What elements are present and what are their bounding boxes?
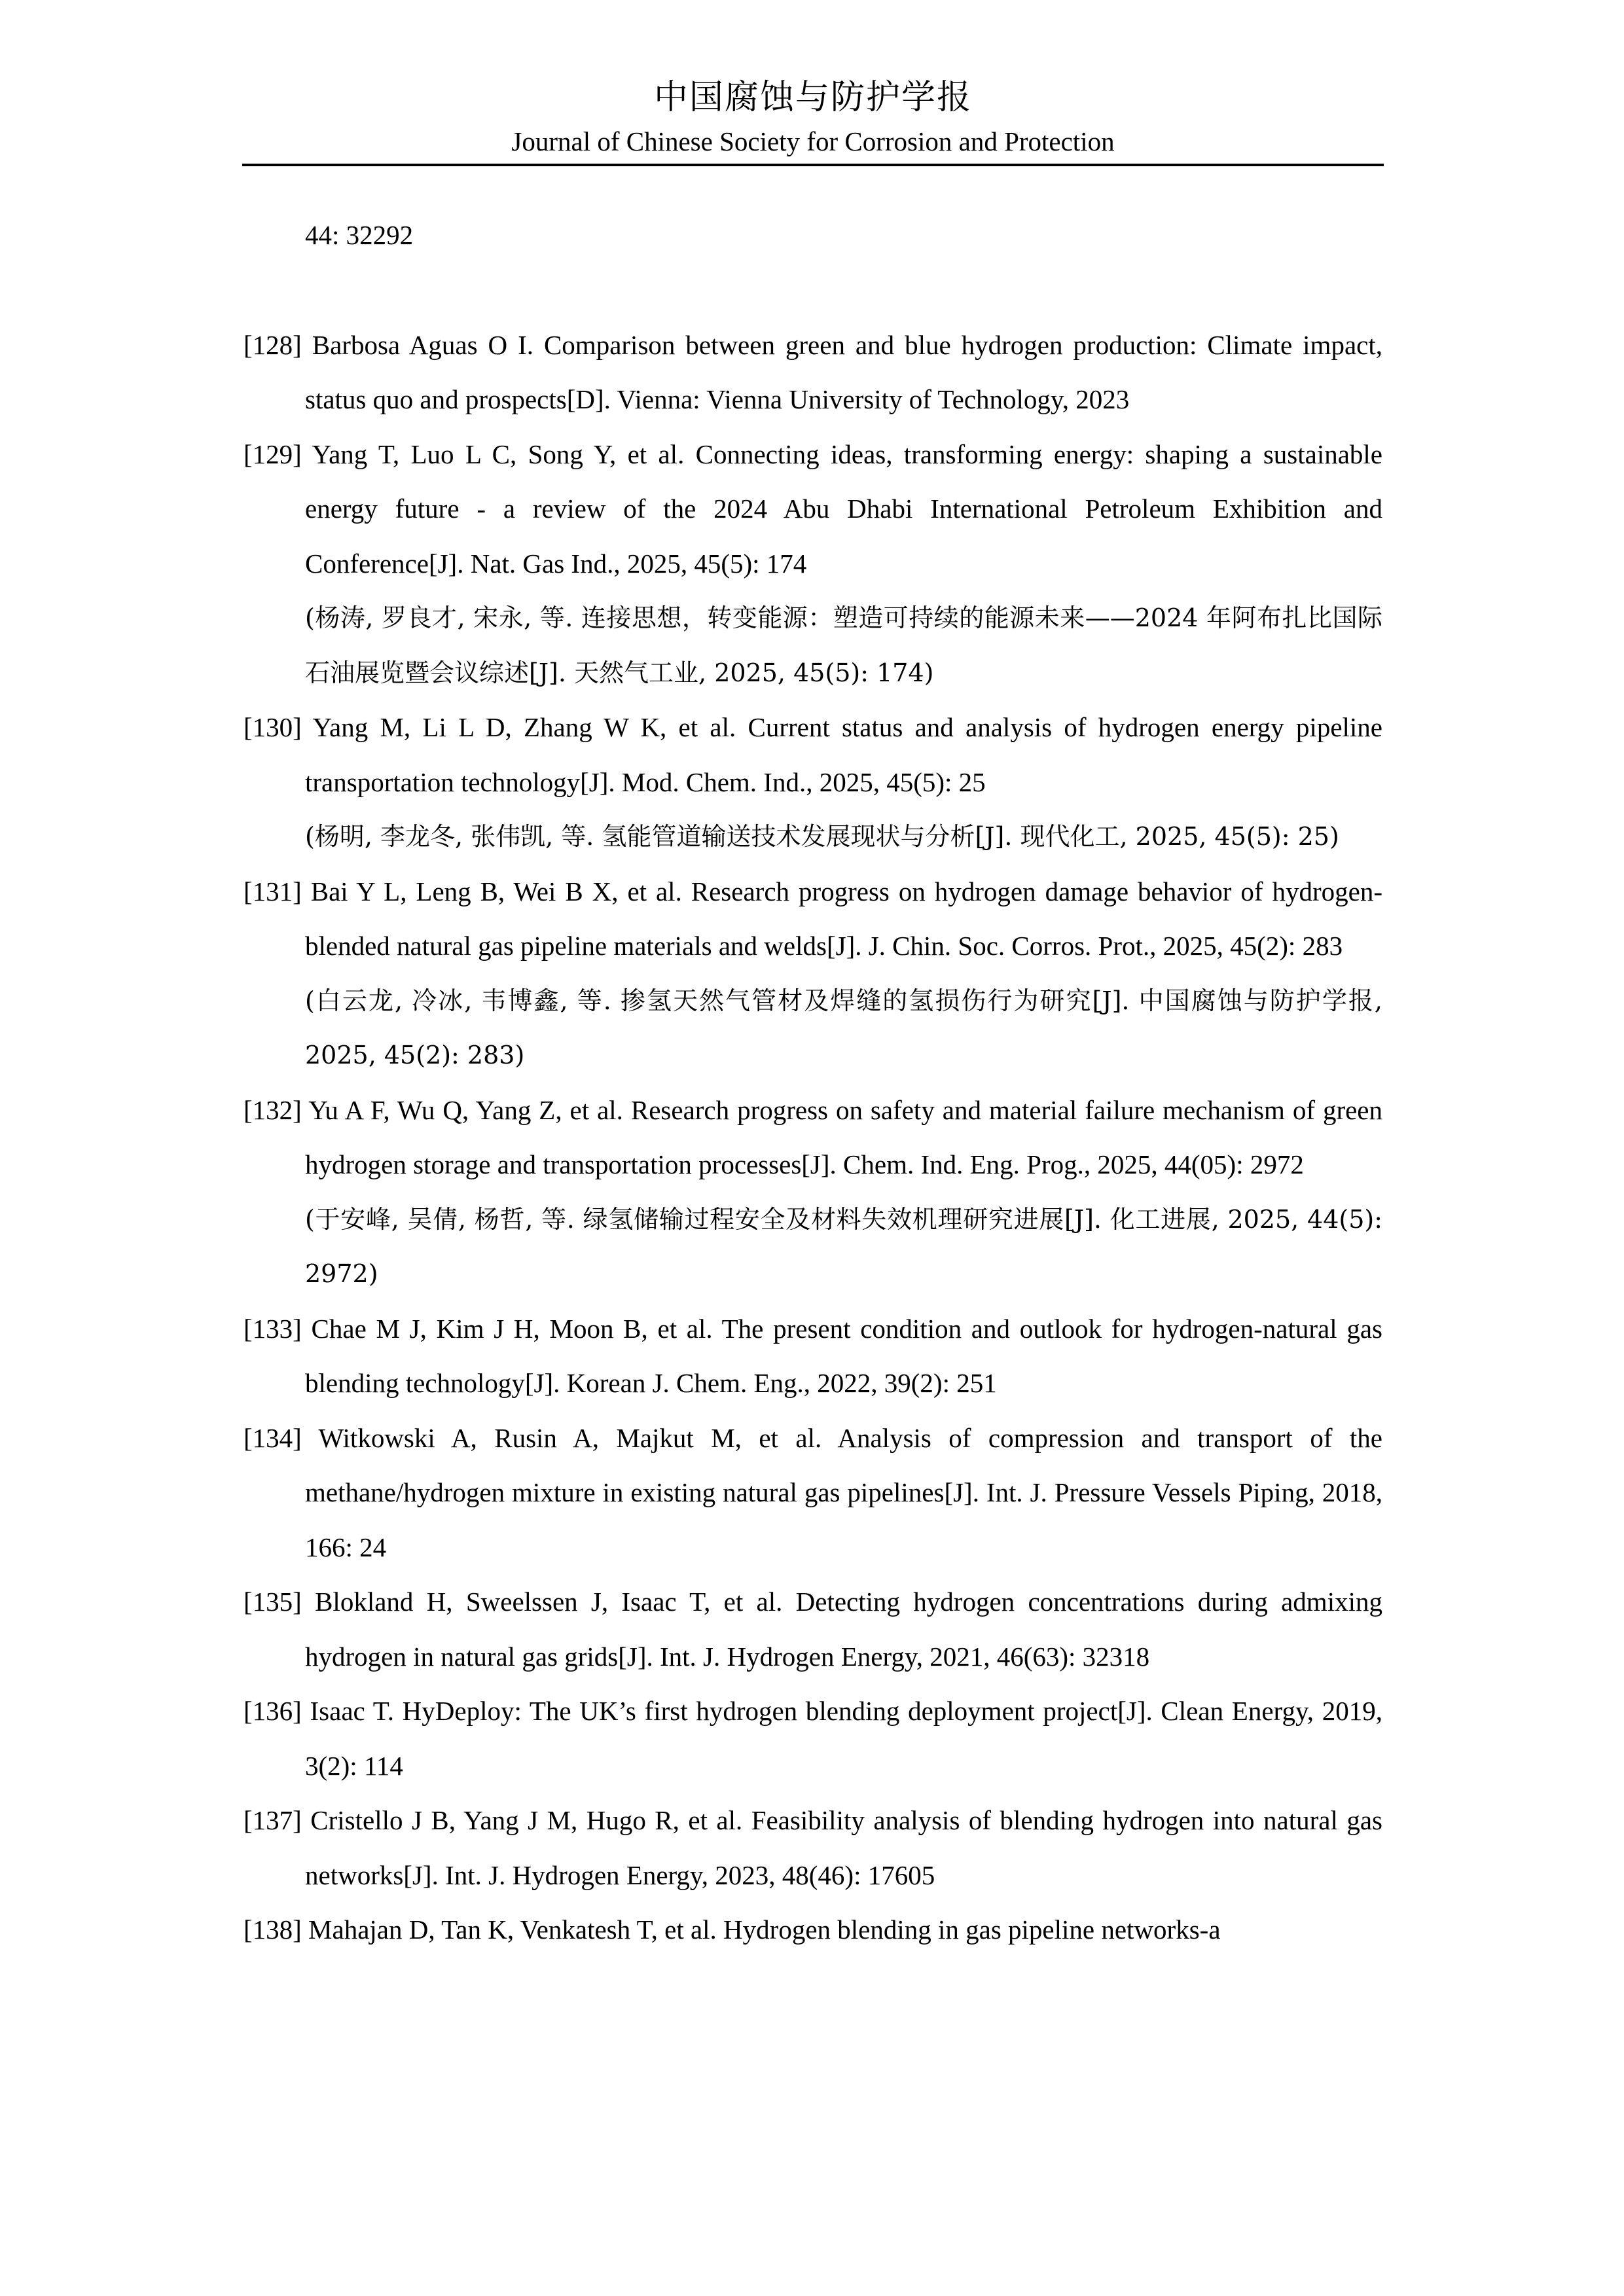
reference-list xyxy=(244,208,1382,1958)
reference-item xyxy=(244,318,1382,427)
reference-text-zh: (白云龙, 冷冰, 韦博鑫, 等. 掺氢天然气管材及焊缝的氢损伤行为研究[J]. 中国腐蚀与防护学报, 2025, 45(2): 283) xyxy=(305,986,1382,1069)
page-header xyxy=(242,72,1384,160)
reference-text-en: [135] Blokland H, Sweelssen J, Isaac T, et al. Detecting hydrogen concentrations during admixing hydrogen in natural gas grids[J]. Int. J. Hydrogen Energy, 2021, 46(63): 32318 xyxy=(244,1587,1382,1672)
reference-text-en: [132] Yu A F, Wu Q, Yang Z, et al. Research progress on safety and material failure mechanism of green hydrogen storage and transportation processes[J]. Chem. Ind. Eng. Prog., 2025, 44(05): 2972 xyxy=(244,1094,1382,1179)
reference-text-zh: (杨涛, 罗良才, 宋永, 等. 连接思想，转变能源：塑造可持续的能源未来——2024 年阿布扎比国际石油展览暨会议综述[J]. 天然气工业, 2025, 45(5): 174) xyxy=(305,603,1382,687)
reference-text-en: [133] Chae M J, Kim J H, Moon B, et al. The present condition and outlook for hydrogen-natural gas blending technology[J]. Korean J. Chem. Eng., 2022, 39(2): 251 xyxy=(244,1313,1382,1398)
reference-item xyxy=(244,1302,1382,1411)
reference-text-en: [136] Isaac T. HyDeploy: The UK’s first hydrogen blending deployment project[J]. Clean Energy, 2019, 3(2): 114 xyxy=(244,1696,1382,1781)
reference-text-zh: (于安峰, 吴倩, 杨哲, 等. 绿氢储输过程安全及材料失效机理研究进展[J]. 化工进展, 2025, 44(5): 2972) xyxy=(305,1204,1382,1288)
reference-text-en: [137] Cristello J B, Yang J M, Hugo R, et al. Feasibility analysis of blending hydrogen into natural gas networks[J]. Int. J. Hydrogen Energy, 2023, 48(46): 17605 xyxy=(244,1805,1382,1890)
header-divider xyxy=(242,164,1384,166)
reference-text-en: [134] Witkowski A, Rusin A, Majkut M, et al. Analysis of compression and transport of the methane/hydrogen mixture in existing natural gas pipelines[J]. Int. J. Pressure Vessels Piping, 2018, 166: 24 xyxy=(244,1422,1382,1562)
reference-item xyxy=(244,1411,1382,1575)
reference-item xyxy=(244,427,1382,701)
reference-text-en: [129] Yang T, Luo L C, Song Y, et al. Connecting ideas, transforming energy: shaping a sustainable energy future - a review of the 2024 Abu Dhabi International Petroleum Exhibition and Conference[J]. Nat. Gas Ind., 2025, 45(5): 174 xyxy=(244,439,1382,579)
reference-text-en: [128] Barbosa Aguas O I. Comparison between green and blue hydrogen production: Climate impact, status quo and prospects[D]. Vienna: Vienna University of Technology, 2023 xyxy=(244,329,1382,414)
reference-item xyxy=(244,1793,1382,1903)
reference-text-zh: (杨明, 李龙冬, 张伟凯, 等. 氢能管道输送技术发展现状与分析[J]. 现代化工, 2025, 45(5): 25) xyxy=(305,822,1339,851)
journal-title-en: Journal of Chinese Society for Corrosion and Protection xyxy=(511,126,1115,156)
reference-item xyxy=(244,1903,1382,1958)
journal-title-cn: 中国腐蚀与防护学报 xyxy=(653,78,972,117)
reference-item xyxy=(244,700,1382,865)
reference-continuation: 44: 32292 xyxy=(305,220,414,250)
reference-item xyxy=(244,1575,1382,1684)
spacer xyxy=(244,263,1382,318)
reference-item xyxy=(244,865,1382,1083)
reference-text-en: [138] Mahajan D, Tan K, Venkatesh T, et al. Hydrogen blending in gas pipeline networks-a xyxy=(244,1914,1221,1945)
reference-item xyxy=(244,1083,1382,1302)
reference-item xyxy=(244,1684,1382,1793)
reference-text-en: [130] Yang M, Li L D, Zhang W K, et al. Current status and analysis of hydrogen energy pipeline transportation technology[J]. Mod. Chem. Ind., 2025, 45(5): 25 xyxy=(244,712,1382,797)
reference-text-en: [131] Bai Y L, Leng B, Wei B X, et al. Research progress on hydrogen damage behavior of hydrogen-blended natural gas pipeline materials and welds[J]. J. Chin. Soc. Corros. Prot., 2025, 45(2): 283 xyxy=(244,876,1382,961)
